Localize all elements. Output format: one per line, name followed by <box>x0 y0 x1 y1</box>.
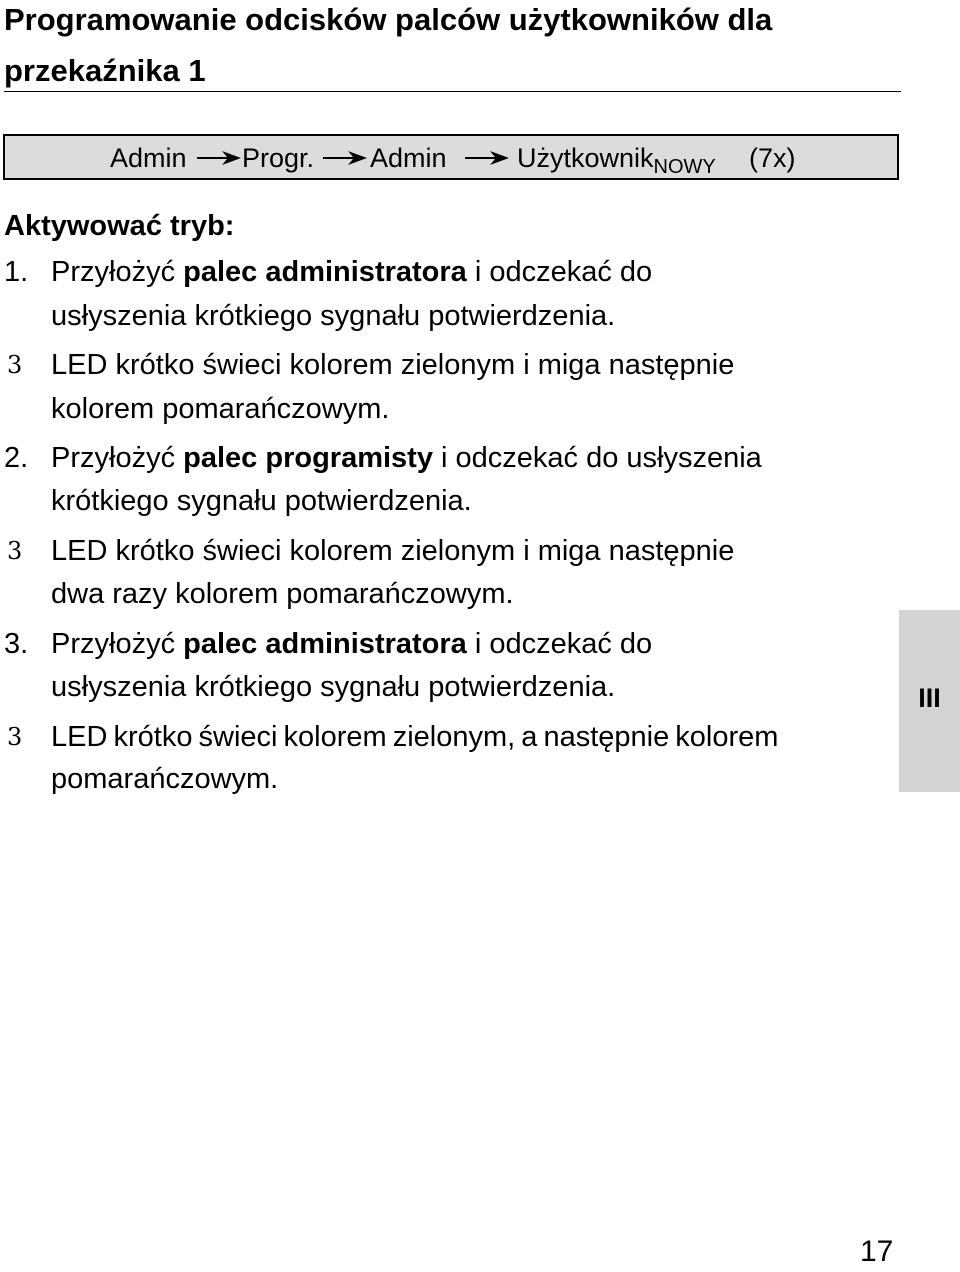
result-text: LED krótko świeci kolorem zielonym i miga następnie <box>51 349 735 381</box>
sequence-step-admin: Admin <box>110 143 187 173</box>
step-text: Przyłożyć palec administratora i odczekać do <box>51 256 653 288</box>
right-arrow-icon <box>197 150 243 166</box>
right-arrow-icon <box>465 150 511 166</box>
result-marker: 3 <box>7 723 23 751</box>
result-marker: 3 <box>7 351 23 379</box>
step-number: 3. <box>4 628 29 660</box>
sequence-user-subscript: NOWY <box>653 156 716 178</box>
sequence-step-progr: Progr. <box>242 143 315 173</box>
title-divider <box>4 91 901 92</box>
result-text: pomarańczowym. <box>51 763 279 795</box>
step-number: 1. <box>4 256 29 288</box>
menu-sequence-box <box>3 134 899 180</box>
result-text: LED krótko świeci kolorem zielonym i miga następnie <box>51 535 735 567</box>
step-text: usłyszenia krótkiego sygnału potwierdzenia. <box>51 671 616 703</box>
step-text: Przyłożyć palec administratora i odczekać do <box>51 628 653 660</box>
right-arrow-icon <box>323 150 369 166</box>
step-text: usłyszenia krótkiego sygnału potwierdzenia. <box>51 300 616 332</box>
result-marker: 3 <box>7 537 23 565</box>
sequence-step-user: Użytkownik$_{NOWY}$ <box>517 143 716 178</box>
chapter-tab-label: III <box>918 683 941 713</box>
mode-heading: Aktywować tryb: <box>4 210 235 242</box>
sequence-step-admin-2: Admin <box>370 143 447 173</box>
step-text: Przyłożyć palec programisty i odczekać do usłyszenia <box>51 442 762 474</box>
result-text: dwa razy kolorem pomarańczowym. <box>51 578 514 610</box>
step-text: krótkiego sygnału potwierdzenia. <box>51 485 472 517</box>
page-number: 17 <box>860 1235 894 1268</box>
chapter-tab <box>899 610 960 792</box>
sequence-repeat-count: (7x) <box>749 143 796 173</box>
page-title: Programowanie odcisków palców użytkowników dla przekaźnika 1 <box>4 2 773 88</box>
result-text: kolorem pomarańczowym. <box>51 393 390 425</box>
result-text: LED krótko świeci kolorem zielonym, a następnie kolorem <box>51 721 779 753</box>
step-number: 2. <box>4 442 29 474</box>
